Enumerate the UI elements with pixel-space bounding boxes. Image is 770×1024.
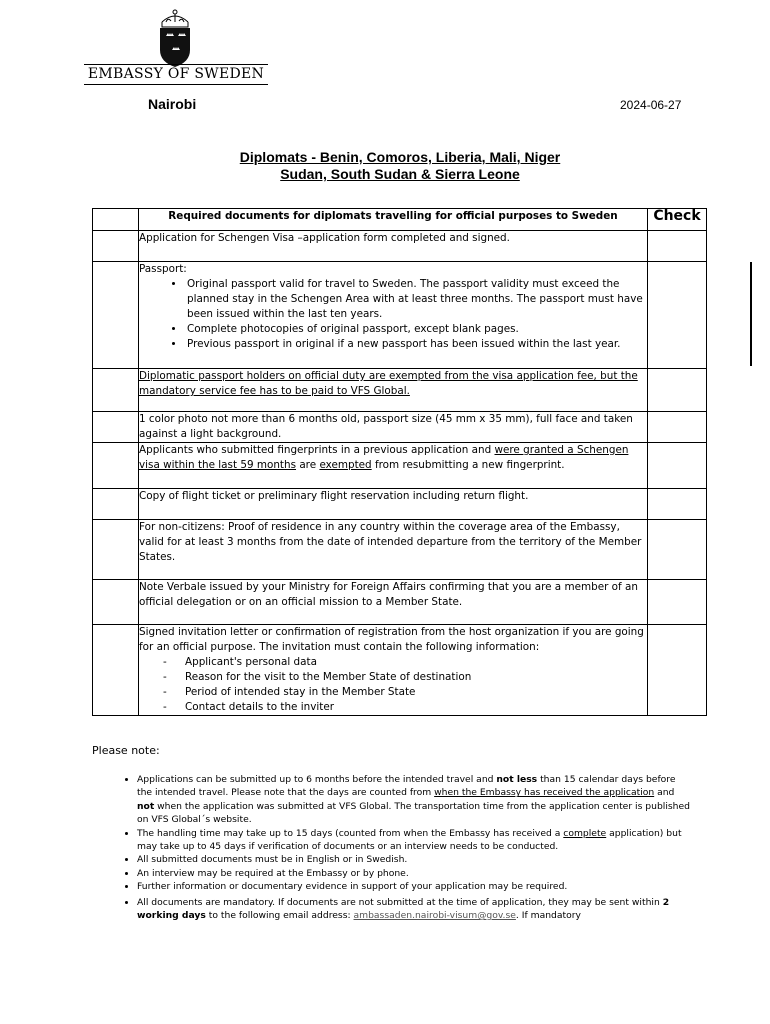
row-passport: Passport: • Original passport valid for travel to Sweden. The passport validity must exceed the planned stay in the Schengen Area with at least three months. The passport must have been issued within the last ten years. • Complete photocopies of original passport, except blank pages. • Previous passport in original if a new passport has been issued within the last year. xyxy=(139,262,648,369)
list-item: • The handling time may take up to 15 days (counted from when the Embassy has received a complete application) but may take up to 45 days if verification of documents or an interview needs to be conducted. xyxy=(137,827,692,854)
table-row xyxy=(93,262,707,369)
list-item: • Original passport valid for travel to Sweden. The passport validity must exceed the planned stay in the Schengen Area with at least three months. The passport must have been issued within the last ten years. xyxy=(185,277,647,322)
invitation-list xyxy=(139,655,647,715)
checkbox-cell[interactable] xyxy=(648,520,707,580)
list-item: • Further information or documentary evidence in support of your application may be required. xyxy=(137,880,692,893)
list-item: • Applications can be submitted up to 6 months before the intended travel and not less than 15 calendar days before the intended travel. Please note that the days are counted from when the Embassy has received the application and not when the application was submitted at VFS Global. The transportation time from the application center is published on VFS Global´s website. xyxy=(137,773,692,827)
notes-section xyxy=(92,744,692,922)
table-row xyxy=(93,520,707,580)
checkbox-cell[interactable] xyxy=(648,489,707,520)
table-row xyxy=(93,412,707,443)
row-fee: Diplomatic passport holders on official duty are exempted from the visa application fee, but the mandatory service fee has to be paid to VFS Global. xyxy=(139,369,648,412)
checkbox-cell[interactable] xyxy=(648,369,707,412)
row-application: Application for Schengen Visa –application form completed and signed. xyxy=(139,231,648,262)
checkbox-cell[interactable] xyxy=(648,412,707,443)
notes-heading: Please note: xyxy=(92,744,160,757)
row-flight: Copy of flight ticket or preliminary flight reservation including return flight. xyxy=(139,489,648,520)
check-column-header: Check xyxy=(648,209,707,231)
passport-list xyxy=(139,277,647,352)
logo-divider-top xyxy=(84,64,268,65)
list-item: - Reason for the visit to the Member State of destination xyxy=(185,670,647,685)
row-residence: For non-citizens: Proof of residence in any country within the coverage area of the Embassy, valid for at least 3 months from the date of intended departure from the territory of the Member States. xyxy=(139,520,648,580)
list-item: - Applicant's personal data xyxy=(185,655,647,670)
table-row xyxy=(93,489,707,520)
email-link[interactable]: ambassaden.nairobi-visum@gov.se xyxy=(353,910,516,922)
table-row xyxy=(93,443,707,489)
row-note-verbale: Note Verbale issued by your Ministry for Foreign Affairs confirming that you are a member of an official delegation or on an official mission to a Member State. xyxy=(139,580,648,625)
page-title-line1: Diplomats - Benin, Comoros, Liberia, Mali, Niger xyxy=(239,149,561,165)
logo-divider-bottom xyxy=(84,84,268,85)
table-row xyxy=(93,231,707,262)
checkbox-cell[interactable] xyxy=(648,625,707,716)
list-item: • Complete photocopies of original passport, except blank pages. xyxy=(185,322,647,337)
row-invitation: Signed invitation letter or confirmation of registration from the host organization if you are going for an official purpose. The invitation must contain the following information: - Applicant's personal data - Reason for the visit to the Member State of destination - Period of intended stay in the Member State - Contact details to the inviter xyxy=(139,625,648,716)
requirements-table xyxy=(92,208,707,716)
table-row xyxy=(93,369,707,412)
document-date: 2024-06-27 xyxy=(620,98,682,112)
scroll-indicator[interactable] xyxy=(750,262,752,366)
table-cell-blank xyxy=(93,209,139,231)
swedish-coat-of-arms-icon xyxy=(82,8,268,68)
checkbox-cell[interactable] xyxy=(648,443,707,489)
list-item: - Contact details to the inviter xyxy=(185,700,647,715)
checkbox-cell[interactable] xyxy=(648,262,707,369)
list-item: • An interview may be required at the Embassy or by phone. xyxy=(137,867,692,880)
list-item: • All documents are mandatory. If documents are not submitted at the time of application, they may be sent within 2 working days to the following email address: ambassaden.nairobi-visum@gov.se. If mandatory xyxy=(137,896,692,923)
checkbox-cell[interactable] xyxy=(648,580,707,625)
list-item: - Period of intended stay in the Member State xyxy=(185,685,647,700)
list-item: • Previous passport in original if a new passport has been issued within the last year. xyxy=(185,337,647,352)
city-name: Nairobi xyxy=(148,96,197,112)
table-header: Required documents for diplomats travelling for official purposes to Sweden xyxy=(139,209,648,231)
checkbox-cell[interactable] xyxy=(648,231,707,262)
row-fingerprints: Applicants who submitted fingerprints in a previous application and were granted a Schengen visa within the last 59 months are exempted from resubmitting a new fingerprint. xyxy=(139,443,648,489)
list-item: • All submitted documents must be in English or in Swedish. xyxy=(137,853,692,866)
table-header-row xyxy=(93,209,707,231)
embassy-name: EMBASSY OF SWEDEN xyxy=(87,66,265,82)
notes-list xyxy=(92,773,692,922)
row-photo: 1 color photo not more than 6 months old, passport size (45 mm x 35 mm), full face and taken against a light background. xyxy=(139,412,648,443)
table-row xyxy=(93,625,707,716)
page-title-line2: Sudan, South Sudan & Sierra Leone xyxy=(280,166,520,182)
table-row xyxy=(93,580,707,625)
